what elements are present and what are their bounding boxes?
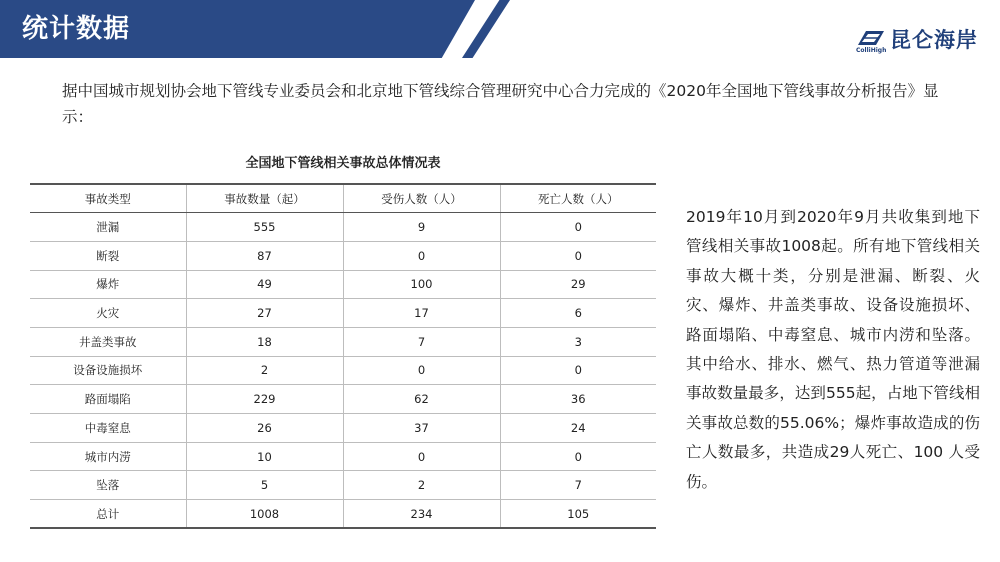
table-total-row [30, 500, 656, 529]
cell-type: 爆炸 [30, 270, 186, 299]
cell-deaths: 3 [500, 327, 656, 356]
table-row [30, 299, 656, 328]
table-row [30, 385, 656, 414]
table-row [30, 442, 656, 471]
table-row [30, 327, 656, 356]
logo-icon [856, 27, 887, 54]
cell-injured: 0 [343, 442, 500, 471]
cell-count: 27 [186, 299, 343, 328]
column-header-type: 事故类型 [30, 184, 186, 213]
column-header-injured: 受伤人数（人） [343, 184, 500, 213]
cell-type: 总计 [30, 500, 186, 529]
cell-injured: 62 [343, 385, 500, 414]
cell-deaths: 0 [500, 241, 656, 270]
cell-count: 49 [186, 270, 343, 299]
logo-subtext: ColliHigh [856, 47, 887, 54]
cell-count: 18 [186, 327, 343, 356]
column-header-count: 事故数量（起） [186, 184, 343, 213]
cell-type: 井盖类事故 [30, 327, 186, 356]
cell-injured: 9 [343, 213, 500, 242]
table-header-row [30, 184, 656, 213]
cell-type: 坠落 [30, 471, 186, 500]
cell-type: 城市内涝 [30, 442, 186, 471]
cell-type: 泄漏 [30, 213, 186, 242]
cell-deaths: 0 [500, 442, 656, 471]
cell-type: 路面塌陷 [30, 385, 186, 414]
cell-deaths: 105 [500, 500, 656, 529]
cell-count: 5 [186, 471, 343, 500]
cell-deaths: 36 [500, 385, 656, 414]
cell-count: 87 [186, 241, 343, 270]
cell-injured: 37 [343, 414, 500, 443]
cell-type: 设备设施损坏 [30, 356, 186, 385]
table-row [30, 241, 656, 270]
summary-paragraph: 2019年10月到2020年9月共收集到地下管线相关事故1008起。所有地下管线相关事故大概十类，分别是泄漏、断裂、火灾、爆炸、井盖类事故、设备设施损坏、路面塌陷、中毒窒息、城市内涝和坠落。其中给水、排水、燃气、热力管道等泄漏事故数量最多，达到555起，占地下管线相关事故总数的55.06%；爆炸事故造成的伤亡人数最多，共造成29人死亡、100 人受伤。 [686, 208, 980, 491]
cell-deaths: 0 [500, 356, 656, 385]
cell-count: 26 [186, 414, 343, 443]
accident-table [30, 183, 656, 529]
cell-deaths: 7 [500, 471, 656, 500]
logo-text: 昆仑海岸 [890, 27, 978, 52]
intro-paragraph: 据中国城市规划协会地下管线专业委员会和北京地下管线综合管理研究中心合力完成的《2020年全国地下管线事故分析报告》显示： [62, 82, 939, 126]
table-row [30, 414, 656, 443]
table-row [30, 213, 656, 242]
cell-count: 2 [186, 356, 343, 385]
cell-count: 229 [186, 385, 343, 414]
header-bar [0, 0, 1000, 58]
cell-injured: 100 [343, 270, 500, 299]
table-row [30, 356, 656, 385]
cell-deaths: 29 [500, 270, 656, 299]
cell-deaths: 6 [500, 299, 656, 328]
table-title: 全国地下管线相关事故总体情况表 [245, 156, 441, 171]
cell-deaths: 0 [500, 213, 656, 242]
cell-count: 10 [186, 442, 343, 471]
table-row [30, 270, 656, 299]
cell-count: 1008 [186, 500, 343, 529]
cell-type: 火灾 [30, 299, 186, 328]
company-logo [856, 24, 978, 54]
cell-injured: 2 [343, 471, 500, 500]
cell-type: 中毒窒息 [30, 414, 186, 443]
cell-count: 555 [186, 213, 343, 242]
cell-injured: 234 [343, 500, 500, 529]
table-row [30, 471, 656, 500]
column-header-deaths: 死亡人数（人） [500, 184, 656, 213]
accident-table-section [30, 152, 656, 529]
cell-type: 断裂 [30, 241, 186, 270]
cell-deaths: 24 [500, 414, 656, 443]
cell-injured: 0 [343, 356, 500, 385]
page-title: 统计数据 [22, 14, 131, 44]
cell-injured: 0 [343, 241, 500, 270]
cell-injured: 7 [343, 327, 500, 356]
cell-injured: 17 [343, 299, 500, 328]
